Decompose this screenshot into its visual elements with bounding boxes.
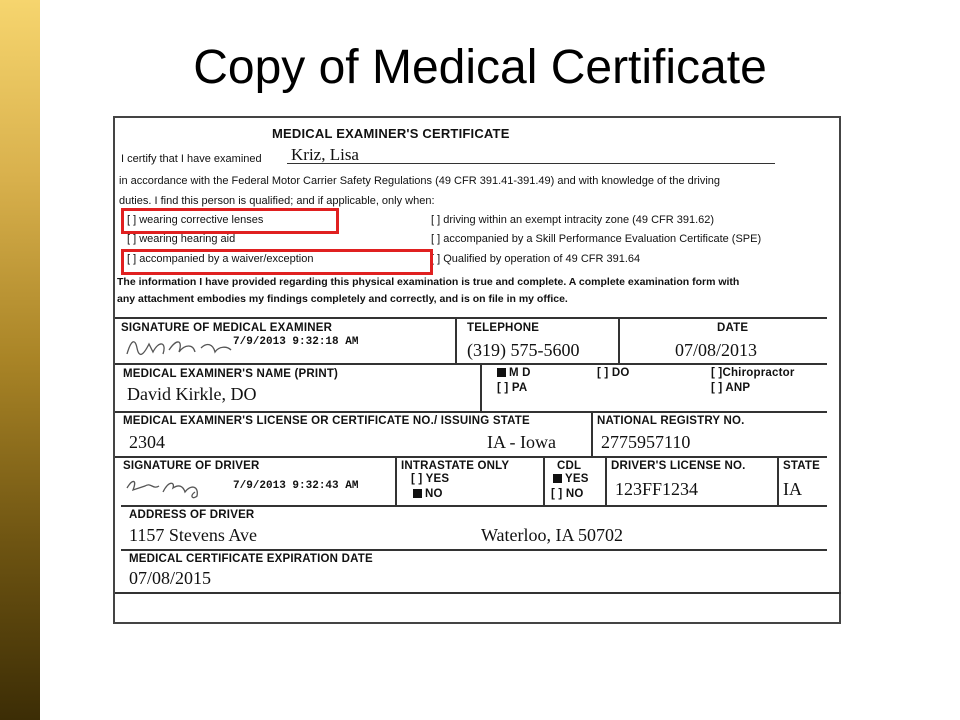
rule-line xyxy=(115,317,827,319)
address-street: 1157 Stevens Ave xyxy=(129,525,257,545)
option-hearing-aid: [ ] wearing hearing aid xyxy=(127,233,236,245)
address-city: Waterloo, IA 50702 xyxy=(481,525,624,545)
highlight-box-lenses xyxy=(121,208,339,234)
intrastate-no-label: NO xyxy=(425,488,443,500)
divider xyxy=(605,457,607,505)
rule-line xyxy=(115,456,827,458)
registry-value: 2775957110 xyxy=(601,432,691,452)
credential-md-label: M D xyxy=(509,367,531,379)
option-qualified-391-64: [ ] Qualified by operation of 49 CFR 391.64 xyxy=(431,253,641,265)
checked-box-icon xyxy=(497,368,506,377)
slide-title: Copy of Medical Certificate xyxy=(193,41,767,94)
date-label: DATE xyxy=(717,322,749,334)
intrastate-yes: [ ] YES xyxy=(411,473,450,485)
divider xyxy=(618,318,620,363)
option-waiver: [ ] accompanied by a waiver/exception xyxy=(127,253,314,265)
statement-line-2: any attachment embodies my findings completely and correctly, and is on file in my office. xyxy=(117,293,568,305)
drivers-license-value: 123FF1234 xyxy=(615,479,699,499)
state-label: STATE xyxy=(783,460,820,472)
option-corrective-lenses: [ ] wearing corrective lenses xyxy=(127,214,264,226)
decorative-sidebar xyxy=(0,0,40,720)
option-intracity: [ ] driving within an exempt intracity zone (49 CFR 391.62) xyxy=(431,214,715,226)
cdl-no: [ ] NO xyxy=(551,488,584,500)
rule-line xyxy=(115,592,841,594)
expiration-label: MEDICAL CERTIFICATE EXPIRATION DATE xyxy=(129,553,373,565)
intrastate-label: INTRASTATE ONLY xyxy=(401,460,510,472)
cdl-yes xyxy=(553,473,589,485)
medical-certificate xyxy=(113,116,841,624)
cdl-label: CDL xyxy=(557,460,582,472)
examined-name: Kriz, Lisa xyxy=(291,145,359,164)
credential-pa: [ ] PA xyxy=(497,382,528,394)
divider xyxy=(543,457,545,505)
license-state: IA - Iowa xyxy=(487,432,556,452)
cdl-yes-label: YES xyxy=(565,473,589,485)
expiration-value: 07/08/2015 xyxy=(129,568,212,588)
address-label: ADDRESS OF DRIVER xyxy=(129,509,255,521)
divider xyxy=(395,457,397,505)
rule-line xyxy=(115,411,827,413)
driver-signature-label: SIGNATURE OF DRIVER xyxy=(123,460,260,472)
examiner-signature-timestamp: 7/9/2013 9:32:18 AM xyxy=(233,336,359,348)
telephone-label: TELEPHONE xyxy=(467,322,540,334)
checked-box-icon xyxy=(553,474,562,483)
registry-label: NATIONAL REGISTRY NO. xyxy=(597,415,745,427)
driver-signature-timestamp: 7/9/2013 9:32:43 AM xyxy=(233,480,359,492)
divider xyxy=(480,364,482,411)
option-spe: [ ] accompanied by a Skill Performance Evaluation Certificate (SPE) xyxy=(431,233,762,245)
drivers-license-label: DRIVER'S LICENSE NO. xyxy=(611,460,746,472)
examiner-signature-label: SIGNATURE OF MEDICAL EXAMINER xyxy=(121,322,333,334)
license-label: MEDICAL EXAMINER'S LICENSE OR CERTIFICATE NO./ ISSUING STATE xyxy=(123,415,530,427)
regulation-text: in accordance with the Federal Motor Carrier Safety Regulations (49 CFR 391.41-391.49) and with knowledge of the driving xyxy=(119,175,721,187)
intrastate-no xyxy=(413,488,443,500)
credential-md xyxy=(497,367,531,379)
certify-prefix: I certify that I have examined xyxy=(121,153,262,165)
divider xyxy=(591,412,593,456)
credential-chiropractor: [ ]Chiropractor xyxy=(711,367,795,379)
credential-anp: [ ] ANP xyxy=(711,382,751,394)
examiner-signature-image xyxy=(123,334,235,358)
statement-line-1: The information I have provided regarding this physical examination is true and complete. A complete examination form with xyxy=(117,276,740,288)
state-value: IA xyxy=(783,479,802,499)
driver-signature-image xyxy=(123,474,213,500)
rule-line xyxy=(121,505,827,507)
qualification-text: duties. I find this person is qualified; and if applicable, only when: xyxy=(119,195,435,207)
highlight-box-waiver xyxy=(121,249,433,275)
name-underline xyxy=(287,163,775,164)
checked-box-icon xyxy=(413,489,422,498)
telephone-value: (319) 575-5600 xyxy=(467,340,580,360)
examiner-name-value: David Kirkle, DO xyxy=(127,384,257,404)
rule-line xyxy=(121,549,827,551)
license-number: 2304 xyxy=(129,432,165,452)
divider xyxy=(777,457,779,505)
certificate-heading: MEDICAL EXAMINER'S CERTIFICATE xyxy=(272,126,510,141)
rule-line xyxy=(115,363,827,365)
examiner-name-label: MEDICAL EXAMINER'S NAME (PRINT) xyxy=(123,368,339,380)
divider xyxy=(455,318,457,363)
date-value: 07/08/2013 xyxy=(675,340,758,360)
credential-do: [ ] DO xyxy=(597,367,630,379)
